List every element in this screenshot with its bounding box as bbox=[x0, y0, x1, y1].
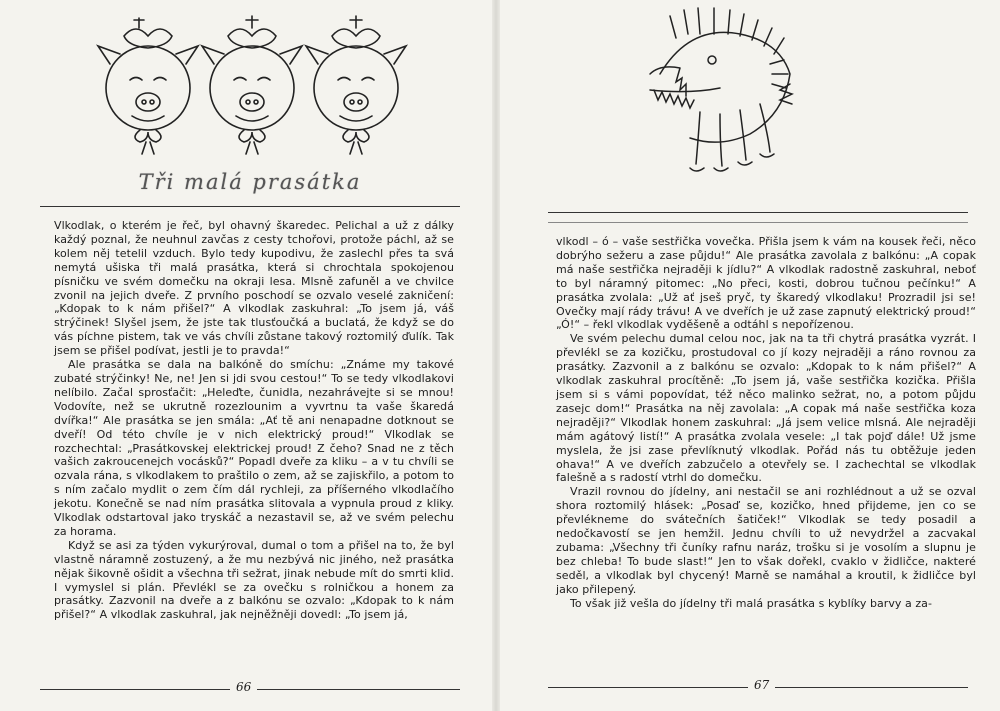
page-number: 66 bbox=[230, 680, 257, 694]
header-rule bbox=[548, 212, 968, 213]
page-number: 67 bbox=[748, 678, 775, 692]
paragraph: Když se asi za týden vykurýroval, dumal o tom a přišel na to, že byl vlastně náramně zostuzený, a že mu nezbývá nic jiného, než prasátka nějak šikovně ošidit a všechna tři sežrat, jinak nebude mít do smrti klid. I vymyslel si plán. Převlékl se za ovečku s rolničkou a honem za prasátky. Zazvonil na dveře a z balkónu se ozvalo: „Kdopak to k nám přišel?“ A vlkodlak zaskuhral, jak nejněžněji dovedl: „To jsem já, bbox=[54, 538, 454, 622]
right-page bbox=[500, 0, 1000, 711]
paragraph: Ale prasátka se dala na balkóně do smíchu: „Známe my takové zubaté strýčinky! Ne, ne! Jen si jdi svou cestou!“ To se tedy vlkodlakovi nelíbilo. Začal sprosťačit: „Heleďte, čunidla, nezahrávejte si se mnou! Vodovíte, než se ukrutně rozezlounim a vyvrtnu ta vaše škaredá dvířka!“ Ale prasátka se jen smála: „Ať tě ani nenapadne dotknout se dveří! Od této chvíle je v nich elektrický proud!“ Vlkodlak se rozchechtal: „Prasátkovskej elektrickej proud! Z čeho? Snad ne z těch vašich zakroucenejch vocásků?“ Popadl dveře za kliku – a v tu chvíli se ozvala rána, s vlkodlakem to praštilo o zem, až se zajiskřilo, a potom to s ním začalo mydlit o zem čím dál rychleji, za příšerného vlkodlačího jekotu. Konečně se nad ním prasátka slitovala a vypnula proud z kliky. Vlkodlak odstartoval jako tryskáč a nezastavil se, až ve svém pelechu za horama. bbox=[54, 358, 454, 538]
paragraph: To však již vešla do jídelny tři malá prasátka s kyblíky barvy a za- bbox=[570, 596, 932, 610]
paragraph: Ve svém pelechu dumal celou noc, jak na ta tři chytrá prasátka vyzrát. I převlékl se za kozičku, prostudoval co jí kozy nejraději a ráno rovnou za prasátky. Zazvonil a z balkónu se ozvalo: „Kdopak to k nám přišel?“ A vlkodlak zaskuhral procítěně: „To jsem já, vaše sestřička kozička. Přišla jsem si s vámi popovídat, též něco malinko sežrat, no, a potom půjdu zasejc dom!“ Prasátka na něj zavolala: „A copak má naše sestřička koza nejraději?“ Vlkodlak honem zaskuhral: „Já jsem velice mlsná. Ale nejraději mám agátový listí!“ A prasátka zvolala vesele: „I tak pojď dále! Už jsme myslela, že jsi zase převlíknutý vlkodlak. Pořád nás tu obtěžuje jeden ohava!“ A ve dveřích zabzučelo a otevřely se. I zachechtal se vlkodlak falešně a s radostí vtrhl do domečku. bbox=[556, 332, 976, 485]
paragraph: Vlkodlak, o kterém je řeč, byl ohavný škaredec. Pelichal a už z dálky každý poznal, že neuhnul zavčas z cesty tchořovi, protože páchl, až se kolem něj tetelil vzduch. Bylo tedy kupodivu, že zaslechl přes ta svá nemytá ušiska tři malá prasátka, která si chrochtala spokojenou písničku ve svém domečku na okraji lesa. Mlsně zafuněl a ve chvilce zvonil na jejich dveře. Z prvního poschodí se ozvalo veselé zakničení: „Kdopak to k nám přišel?“ A vlkodlak zaskuhral: „To jsem já, váš strýčinek! Slyšel jsem, že jste tak tlusťoučká a buclatá, že když se do vás píchne pistem, tak ve vás chvíli zůstane takový roztomilý ďulík. Tak jsem se přišel podívat, jestli je to pravda!“ bbox=[54, 219, 454, 358]
paragraph: vlkodl – ó – vaše sestřička vovečka. Přišla jsem k vám na kousek řeči, něco dobrýho sežeru a zase půjdu!“ Ale prasátka zavolala z balkónu: „A copak má naše sestřička nejraději k jídlu?“ A vlkodlak radostně zaskuhral, neboť to byl náramný pitomec: „No přeci, kosti, dobrou tučnou pečínku!“ A prasátka zvolala: „Už ať jseš pryč, ty škaredý vlkodlaku! Prozradil jsi se! Ovečky mají rády trávu! A ve dveřích je už zase zapnutý elektrický proud!“ „Ó!“ – řekl vlkodlak vyděšeně a odtáhl s nepořízenou. bbox=[556, 235, 976, 332]
story-title: Tři malá prasátka bbox=[138, 170, 362, 194]
three-pigs-illustration bbox=[84, 6, 414, 156]
paragraph: Vrazil rovnou do jídelny, ani nestačil se ani rozhlédnout a už se ozval shora roztomilý hlásek: „Posaď se, kozičko, hned přijdeme, jen co se převlékneme do svátečních šatiček!“ Vlkodlak se tedy posadil a nedočkavostí se jen hemžil. Jednu chvíli to už nevydržel a zacvakal zubama: „Všechny tři čuníky rafnu naráz, trošku si je vosolím a slupnu je bez chleba! To bude slast!“ Jen to však dořekl, cvaklo v židličce, nakteré seděl, a vlkodlak byl chycený! Marně se namáhal a kroutil, k židličce byl jako přilepený. bbox=[556, 485, 976, 596]
left-text-column bbox=[54, 219, 454, 622]
book-gutter bbox=[492, 0, 500, 711]
right-text-column bbox=[556, 235, 976, 610]
header-rule-secondary bbox=[548, 222, 968, 223]
left-page bbox=[0, 0, 494, 711]
wolf-illustration bbox=[640, 4, 800, 204]
header-rule bbox=[40, 206, 460, 207]
